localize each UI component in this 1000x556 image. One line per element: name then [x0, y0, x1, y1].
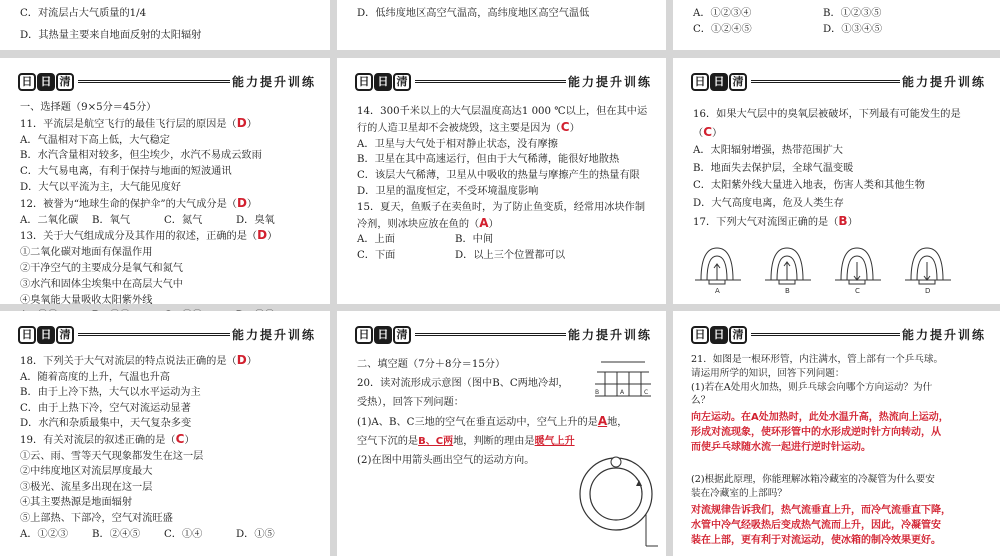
- statement-4: ④臭氧能大量吸收太阳紫外线: [20, 294, 153, 306]
- option-row: [693, 22, 988, 38]
- option-c: C．对流层占大气质量的1/4: [20, 8, 147, 19]
- option-row: [693, 6, 988, 22]
- question-11: 11．平流层是航空飞行的最佳飞行层的原因是（D）: [20, 115, 257, 130]
- option-d: D．以上三个位置都可以: [455, 250, 566, 262]
- option-c: C．太阳紫外线大量进入地表，伤害人类和其他生物: [693, 180, 925, 192]
- option-b: B．②④⑤: [92, 528, 141, 540]
- question-18: 18．下列关于大气对流层的特点说法正确的是（D）: [20, 353, 257, 367]
- logo-char: 日: [691, 73, 709, 91]
- figure-a: [695, 248, 741, 284]
- slide-top-left: [0, 0, 330, 50]
- option-b: B．水汽含量相对较多，但尘埃少，水汽不易成云致雨: [20, 150, 262, 162]
- logo-char: 清: [729, 73, 747, 91]
- logo-char: 日: [18, 326, 36, 344]
- option-d: D．①⑤: [236, 528, 275, 540]
- slide-q21: [673, 311, 1000, 556]
- answer-line: 装在上部，更有利于对流运动，使冰箱的制冷效果更好。: [691, 534, 941, 546]
- logo-char: 日: [355, 73, 373, 91]
- slide-header: [18, 70, 316, 94]
- slide-header: [691, 323, 986, 347]
- logo-char: 日: [37, 326, 55, 344]
- slide-top-mid: [337, 0, 666, 50]
- option-a: A．①②③: [20, 528, 69, 540]
- question-20-1-cont: 空气下沉的是B、C两地，判断的理由是暖气上升: [357, 436, 575, 447]
- header-title: 能力提升训练: [567, 75, 652, 89]
- question-15: 15．夏天，鱼贩子在卖鱼时，为了防止鱼变质，经常用冰块作制冷剂，则冰块应放在鱼的（A）: [357, 201, 646, 230]
- question-21-1-cont: 么？: [691, 395, 711, 407]
- slide-q14-15: [337, 58, 666, 304]
- statement-2: ②中纬度地区对流层厚度最大: [20, 466, 153, 478]
- logo: [691, 323, 748, 347]
- statement-3: ③极光、流星多出现在这一层: [20, 481, 153, 493]
- header-title: 能力提升训练: [231, 328, 316, 342]
- statement-2: ②干净空气的主要成分是氧气和氮气: [20, 262, 183, 274]
- question-20-1: (1)A、B、C三地的空气在垂直运动中，空气上升的是A地，: [357, 414, 628, 428]
- logo-char: 日: [37, 73, 55, 91]
- option-row: [20, 527, 318, 543]
- logo-char: 清: [729, 326, 747, 344]
- option-a: A．卫星与大气处于相对静止状态，没有摩擦: [357, 138, 558, 150]
- logo-char: 日: [18, 73, 36, 91]
- logo: [355, 70, 412, 94]
- answer: D: [236, 115, 247, 130]
- option-c: C．氮气: [164, 214, 203, 226]
- answer-line: 水管中冷气经吸热后变成热气流而上升，因此，冷凝管安: [691, 519, 941, 531]
- answer-blank: A: [597, 414, 608, 428]
- slide-header: [691, 70, 986, 94]
- slide-q16-17: [673, 58, 1000, 304]
- question-21: 21．如图是一根环形管，内注满水，管上部有一个乒乓球。: [691, 354, 944, 365]
- question-20-cont: 受热），回答下列问题：: [357, 397, 464, 408]
- statement-3: ③水汽和固体尘埃集中在高层大气中: [20, 278, 183, 290]
- option-d: D．大气以平流为主，大气能见度好: [20, 181, 181, 193]
- logo: [355, 323, 412, 347]
- header-rule: [78, 80, 230, 83]
- answer: C: [560, 119, 570, 134]
- logo-char: 清: [393, 326, 411, 344]
- header-rule: [415, 333, 566, 336]
- question-17: 17．下列大气对流图正确的是（B）: [693, 213, 858, 228]
- answer-line: 而使乒乓球随水流一起进行逆时针运动。: [691, 442, 871, 454]
- header-title: 能力提升训练: [567, 328, 652, 342]
- diagram-label-c: C: [644, 389, 649, 396]
- option-b: B．中间: [455, 234, 494, 246]
- question-13: 13．关于大气组成成分及其作用的叙述，正确的是（D）: [20, 228, 278, 243]
- slide-q18-19: [0, 311, 330, 556]
- option-a: A．上面: [357, 234, 395, 246]
- header-rule: [415, 80, 566, 83]
- header-title: 能力提升训练: [901, 328, 986, 342]
- option-c: C．①②④⑤: [693, 23, 752, 35]
- option-b: B．卫星在其中高速运行，但由于大气稀薄，能很好地散热: [357, 154, 620, 166]
- answer: C: [175, 431, 185, 446]
- header-rule: [751, 333, 900, 336]
- ring-tube-figure: [578, 442, 662, 554]
- question-21-2: (2)根据此原理，你能理解冰箱冷藏室的冷凝管为什么要安: [691, 474, 935, 486]
- option-c: C．由于上热下冷，空气对流运动显著: [20, 402, 191, 414]
- slide-header: [355, 323, 652, 347]
- statement-4: ④其主要热源是地面辐射: [20, 497, 133, 509]
- figure-label-d: D: [925, 287, 931, 295]
- option-d: D．大气高度电离，危及人类生存: [693, 197, 844, 209]
- figure-c: [835, 248, 881, 284]
- logo-char: 清: [56, 326, 74, 344]
- option-b: B．①②③⑤: [823, 8, 882, 19]
- question-12: 12．被誉为“地球生命的保护伞”的大气成分是（D）: [20, 195, 258, 210]
- question-20: 20．读对流形成示意图（图中B、C两地冷却，: [357, 378, 569, 389]
- header-rule: [751, 80, 900, 83]
- logo: [18, 70, 75, 94]
- figure-label-c: C: [855, 287, 860, 295]
- question-21-cont: 请运用所学的知识，回答下列问题：: [691, 367, 845, 379]
- option-row: [357, 248, 652, 264]
- answer: B: [838, 213, 848, 228]
- convection-diagram: [591, 356, 655, 404]
- figure-label-b: B: [785, 287, 790, 295]
- statement-5: ⑤上部热、下部冷，空气对流旺盛: [20, 512, 173, 524]
- option-a: A．①②③④: [693, 8, 752, 19]
- logo-char: 清: [393, 73, 411, 91]
- option-c: C．下面: [357, 250, 396, 262]
- logo-char: 清: [56, 73, 74, 91]
- header-title: 能力提升训练: [231, 75, 316, 89]
- statement-1: ①云、雨、雪等天气现象都发生在这一层: [20, 450, 204, 462]
- logo-char: 日: [374, 73, 392, 91]
- option-d: D．水汽和杂质最集中，天气复杂多变: [20, 418, 192, 430]
- question-19: 19．有关对流层的叙述正确的是（C）: [20, 431, 195, 446]
- option-d: D．卫星的温度恒定，不受环境温度影响: [357, 185, 539, 197]
- slide-q11-13: [0, 58, 330, 304]
- logo: [691, 70, 748, 94]
- statement-1: ①二氧化碳对地面有保温作用: [20, 247, 153, 259]
- option-d: D．其热量主要来自地面反射的太阳辐射: [20, 29, 202, 41]
- option-d: D．臭氧: [236, 214, 275, 226]
- logo: [18, 323, 75, 347]
- answer: D: [236, 353, 247, 367]
- question-20-2: (2)在图中用箭头画出空气的运动方向。: [357, 455, 535, 466]
- figure-d: [905, 248, 951, 284]
- answer: C: [703, 124, 712, 139]
- logo-char: 日: [374, 326, 392, 344]
- answer-line: 对流规律告诉我们，热气流垂直上升，而冷气流垂直下降，: [691, 504, 951, 516]
- option-b: B．由于上冷下热，大气以水平运动为主: [20, 387, 201, 399]
- section-title: 二、填空题（7分＋8分＝15分）: [357, 359, 506, 370]
- answer-line: 向左运动。在A处加热时，此处水温升高，热流向上运动，: [691, 412, 949, 424]
- answer: A: [479, 215, 489, 230]
- answer-blank: 暖气上升: [534, 436, 575, 447]
- section-title: 一、选择题（9×5分＝45分）: [20, 102, 157, 113]
- question-21-2-cont: 装在冷藏室的上部吗？: [691, 487, 787, 499]
- question-21-1: (1)若在A处用火加热，则乒乓球会向哪个方向运动？为什: [691, 381, 933, 393]
- option-d: D．低纬度地区高空气温高，高纬度地区高空气温低: [357, 8, 590, 19]
- option-c: C．①④: [164, 528, 203, 540]
- answer-line: 形成对流现象，使环形管中的水形成逆时针方向转动，从: [691, 427, 941, 439]
- diagram-label-b: B: [595, 389, 600, 396]
- option-b: B．氧气: [92, 214, 131, 226]
- convection-figure: [695, 240, 957, 296]
- slide-header: [355, 70, 652, 94]
- logo-char: 日: [691, 326, 709, 344]
- answer: D: [257, 228, 268, 243]
- header-rule: [78, 333, 230, 336]
- option-row: [357, 232, 652, 248]
- option-row: [20, 213, 318, 229]
- logo-char: 日: [710, 73, 728, 91]
- figure-b: [765, 248, 811, 284]
- slide-top-right: [673, 0, 1000, 50]
- option-c: C．大气易电离，有利于保持与地面的短波通讯: [20, 166, 232, 178]
- option-c: C．该层大气稀薄，卫星从中吸收的热量与摩擦产生的热量有限: [357, 170, 640, 182]
- option-a: A．气温相对下高上低，大气稳定: [20, 134, 170, 146]
- option-a: A．太阳辐射增强，热带范围扩大: [693, 145, 843, 157]
- option-a: A．二氧化碳: [20, 214, 79, 226]
- logo-char: 日: [355, 326, 373, 344]
- header-title: 能力提升训练: [901, 75, 986, 89]
- question-14: 14．300千米以上的大气层温度高达1 000 ℃以上，但在其中运行的人造卫星却不会被烧毁，这主要是因为（C）: [357, 106, 648, 134]
- option-b: B．地面失去保护层，全球气温变暖: [693, 162, 854, 174]
- answer-blank: B、C两: [418, 436, 454, 447]
- option-d: D．①③④⑤: [823, 23, 883, 35]
- question-16: 16．如果大气层中的臭氧层被破坏，下列最有可能发生的是（C）: [693, 109, 961, 139]
- figure-label-a: A: [715, 287, 720, 295]
- diagram-label-a: A: [620, 389, 625, 396]
- logo-char: 日: [710, 326, 728, 344]
- slide-header: [18, 323, 316, 347]
- answer: D: [236, 195, 247, 210]
- option-a: A．随着高度的上升，气温也升高: [20, 371, 170, 383]
